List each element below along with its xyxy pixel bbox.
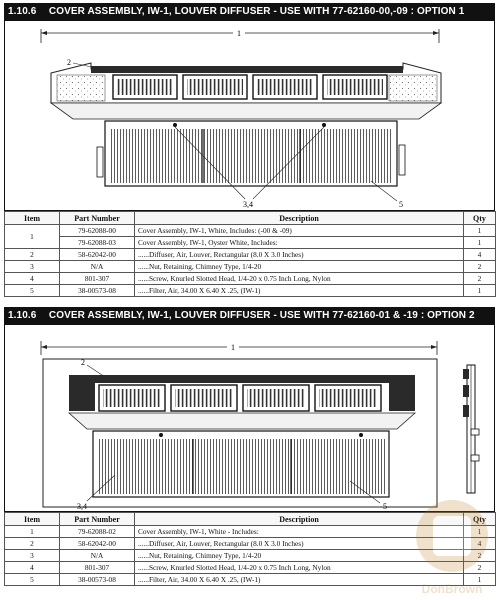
section-number: 1.10.6: [8, 310, 37, 321]
cell-qty: 2: [464, 562, 496, 574]
callout-2: 2: [67, 58, 71, 67]
callout-5: 5: [383, 502, 387, 511]
cover-top-strip: [91, 66, 403, 73]
diffusers-row: [99, 385, 381, 411]
cell-item: 1: [5, 526, 60, 538]
header-qty: Qty: [464, 212, 496, 225]
callout-1: 1: [237, 29, 241, 38]
table-row: [5, 526, 496, 538]
cell-part-number: 58-62042-00: [60, 249, 135, 261]
cell-part-number: 79-62088-03: [60, 237, 135, 249]
cell-part-number: 58-62042-00: [60, 538, 135, 550]
cell-item: 4: [5, 562, 60, 574]
section-option-1: [4, 3, 495, 305]
cell-part-number: N/A: [60, 550, 135, 562]
cell-qty: 2: [464, 273, 496, 285]
header-qty: Qty: [464, 513, 496, 526]
callout-1: 1: [231, 343, 235, 352]
cell-description: ......Nut, Retaining, Chimney Type, 1/4-20: [135, 261, 464, 273]
cell-item: 3: [5, 261, 60, 273]
section-banner: [4, 307, 495, 325]
table-header-row: [5, 212, 496, 225]
table-row: [5, 237, 496, 249]
cell-qty: 4: [464, 538, 496, 550]
parts-table: [4, 211, 496, 297]
cell-description: ......Diffuser, Air, Louver, Rectangular (8.0 X 3.0 Inches): [135, 249, 464, 261]
table-row: [5, 550, 496, 562]
diffusers-row: [113, 75, 387, 99]
cover-assembly-drawing: [5, 21, 494, 211]
cell-item: 5: [5, 285, 60, 297]
retaining-nut: [159, 433, 163, 437]
section-title: COVER ASSEMBLY, IW-1, LOUVER DIFFUSER - USE WITH 77-62160-01 & -19 : OPTION 2: [48, 310, 475, 321]
cell-description: Cover Assembly, IW-1, White - Includes:: [135, 526, 464, 538]
table-row: [5, 285, 496, 297]
cell-part-number: 79-62088-02: [60, 526, 135, 538]
parts-diagram: [4, 21, 495, 211]
cell-description: ......Screw, Knurled Slotted Head, 1/4-20 x 0.75 Inch Long, Nylon: [135, 562, 464, 574]
parts-table: [4, 512, 496, 586]
cell-description: ......Filter, Air, 34.00 X 6.40 X .25, (IW-1): [135, 285, 464, 297]
cell-qty: 1: [464, 285, 496, 297]
section-option-2: [4, 307, 495, 597]
header-part-number: Part Number: [60, 212, 135, 225]
side-profile-view: [463, 365, 479, 493]
cell-part-number: 38-00573-08: [60, 285, 135, 297]
cell-qty: 2: [464, 261, 496, 273]
table-row: [5, 562, 496, 574]
cell-item: 3: [5, 550, 60, 562]
section-number: 1.10.6: [8, 6, 37, 17]
retaining-nut: [173, 123, 177, 127]
cell-part-number: 801-307: [60, 273, 135, 285]
retaining-nut: [322, 123, 326, 127]
section-title: COVER ASSEMBLY, IW-1, LOUVER DIFFUSER - USE WITH 77-62160-00,-09 : OPTION 1: [48, 6, 465, 17]
header-part-number: Part Number: [60, 513, 135, 526]
table-row: [5, 225, 496, 237]
cell-description: ......Screw, Knurled Slotted Head, 1/4-20 x 0.75 Inch Long, Nylon: [135, 273, 464, 285]
cell-description: ......Filter, Air, 34.00 X 6.40 X .25, (IW-1): [135, 574, 464, 586]
cell-description: ......Diffuser, Air, Louver, Rectangular (8.0 X 3.0 Inches): [135, 538, 464, 550]
table-row: [5, 574, 496, 586]
cell-qty: 1: [464, 237, 496, 249]
cell-item: 2: [5, 249, 60, 261]
callout-3-4: 3,4: [77, 502, 87, 511]
cover-top-strip: [69, 375, 415, 383]
cell-description: Cover Assembly, IW-1, White, Includes: (-00 & -09): [135, 225, 464, 237]
callout-2: 2: [81, 358, 85, 367]
cell-item: 4: [5, 273, 60, 285]
callout-5: 5: [399, 200, 403, 209]
cell-part-number: N/A: [60, 261, 135, 273]
cell-qty: 1: [464, 574, 496, 586]
cell-part-number: 38-00573-08: [60, 574, 135, 586]
cell-item: 2: [5, 538, 60, 550]
parts-diagram: [4, 325, 495, 512]
header-item: Item: [5, 513, 60, 526]
watermark-text: DonBrown: [421, 582, 483, 596]
cell-part-number: 801-307: [60, 562, 135, 574]
retaining-nut: [359, 433, 363, 437]
header-item: Item: [5, 212, 60, 225]
cell-description: ......Nut, Retaining, Chimney Type, 1/4-20: [135, 550, 464, 562]
header-description: Description: [135, 513, 464, 526]
callout-3-4: 3,4: [243, 200, 253, 209]
cell-qty: 2: [464, 550, 496, 562]
cell-qty: 1: [464, 526, 496, 538]
cover-assembly-drawing: [5, 325, 494, 512]
table-row: [5, 261, 496, 273]
cell-qty: 4: [464, 249, 496, 261]
table-row: [5, 249, 496, 261]
table-row: [5, 273, 496, 285]
header-description: Description: [135, 212, 464, 225]
cell-part-number: 79-62088-00: [60, 225, 135, 237]
section-banner: [4, 3, 495, 21]
cell-description: Cover Assembly, IW-1, Oyster White, Includes:: [135, 237, 464, 249]
table-row: [5, 538, 496, 550]
cell-item: 5: [5, 574, 60, 586]
cell-qty: 1: [464, 225, 496, 237]
table-header-row: [5, 513, 496, 526]
cell-item: 1: [5, 225, 60, 249]
